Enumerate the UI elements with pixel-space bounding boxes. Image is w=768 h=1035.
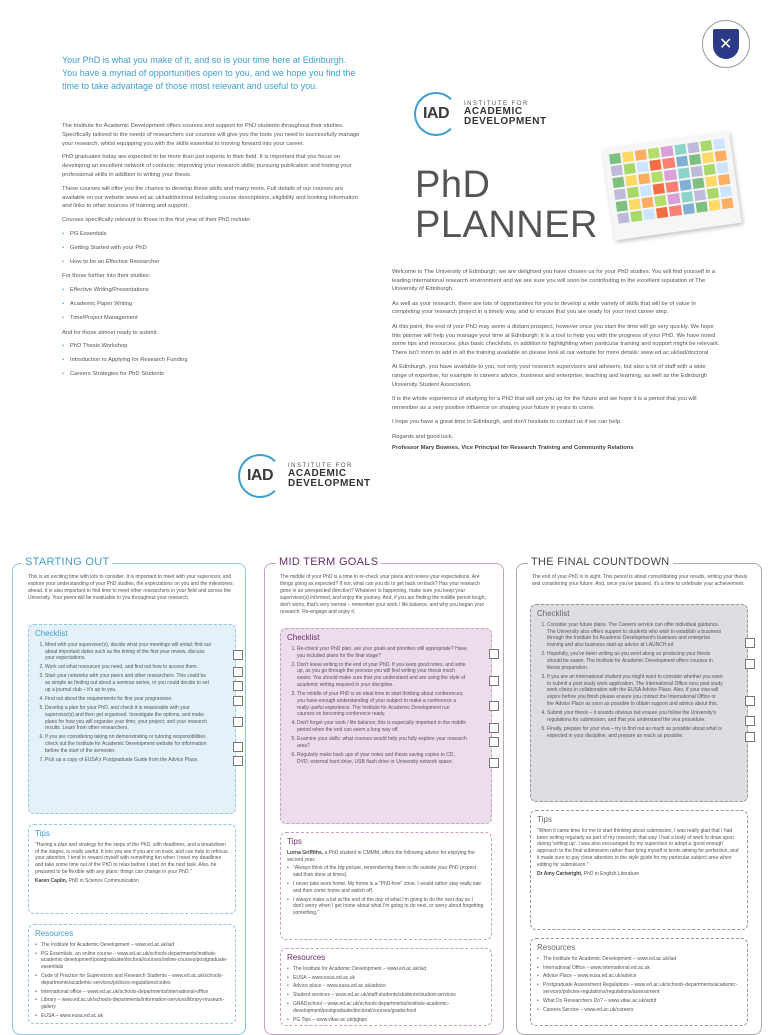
planner-cell	[614, 189, 626, 200]
welcome-paragraph: Regards and good luck,	[392, 433, 454, 440]
tips-author-role: PhD in Science Communication	[68, 877, 139, 884]
tips-title: Tips	[35, 829, 50, 838]
planner-cell	[681, 191, 693, 202]
tips-author: Lorna Griffiths,	[287, 849, 324, 856]
tips-author-role: PhD in English Literature	[583, 870, 640, 877]
planner-cell	[713, 138, 725, 149]
checkbox[interactable]	[233, 650, 243, 660]
resource-link[interactable]: • International Office – www.international.ed.ac.uk	[537, 965, 741, 972]
checklist-item: 2. Hopefully, you've been writing as you went along so producing your thesis should be easier. The Institute for Academic Development offers courses in thesis preparation.	[547, 651, 741, 671]
planner-cell	[629, 199, 641, 210]
checklist-item: 3. Start your networks with your peers and other researchers. This could be as simple as finding out about a seminar series, or you could decide to set up a journal club – it's up to you.	[45, 673, 229, 693]
course-item: • Time/Project Management	[62, 314, 362, 323]
checkbox[interactable]	[233, 717, 243, 727]
resource-link[interactable]: • Postgraduate Assessment Regulations – www.ed.ac.uk/schools-departments/academic-services/policies-regulations/regulations/assessment	[537, 982, 741, 996]
first-year-courses	[62, 230, 362, 266]
starting-out-title: STARTING OUT	[22, 556, 112, 568]
tip-item: • I always make a list at the end of the day of what I'm going to do the next day so I don't worry when I get home about what I'm going to do next, or worry about forgetting something."	[287, 897, 485, 917]
resource-link[interactable]: • What Do Researchers Do? – www.vitae.ac.uk/wdrd	[537, 998, 741, 1005]
resource-link[interactable]: • EUSA – www.eusa.ed.ac.uk	[287, 975, 485, 982]
planner-cell	[674, 144, 686, 155]
checklist-title: Checklist	[287, 633, 320, 642]
checkbox[interactable]	[489, 723, 499, 733]
planner-cell	[635, 149, 647, 160]
welcome-paragraph: It is the whole experience of studying for a PhD that will set you up for the future and we hope it is a period that you will remember as a very positive influence on shaping your future in years to come.	[392, 396, 697, 411]
tips-author: Dr Amy Cartwright,	[537, 870, 583, 877]
planner-cell	[655, 195, 667, 206]
planner-cell	[622, 151, 634, 162]
planner-cell	[705, 176, 717, 187]
planner-cell	[612, 177, 624, 188]
planner-cell	[637, 161, 649, 172]
planner-cell	[692, 178, 704, 189]
planner-cell	[661, 146, 673, 157]
checkbox[interactable]	[233, 681, 243, 691]
left-column	[62, 122, 362, 385]
planner-cell	[679, 179, 691, 190]
final-countdown-resources	[530, 938, 748, 1026]
planner-cell	[643, 209, 655, 220]
planner-cell	[656, 207, 668, 218]
resource-link[interactable]: • EUSA – www.eusa.ed.ac.uk	[35, 1013, 229, 1020]
checkbox[interactable]	[233, 696, 243, 706]
left-paragraph: PhD graduates today are expected to be more than just experts in their field. It is important that you focus on developing an excellent network of contacts; improving your research skills; pursuing publication and honing your professional skills in addition to writing your thesis.	[62, 154, 352, 178]
welcome-paragraph: Welcome to The University of Edinburgh; we are delighted you have chosen us for your PhD studies. You will find yourself in a leading international research environment and we are sure you will soon be contributing to the excellent reputation of The University of Edinburgh.	[392, 269, 715, 293]
checklist-item: 1. Consider your future plans. The Careers service can offer individual guidance. The University also offers support to students who wish to establish a business through the Institute for Academic Development's business and enterprise training and also business start-up advice at LAUNCH.ed	[547, 622, 741, 649]
checklist-item: 4. Find out about the requirements for first year progression.	[45, 696, 229, 703]
planner-cell	[703, 164, 715, 175]
checkbox[interactable]	[489, 701, 499, 711]
resource-link[interactable]: • Library – www.ed.ac.uk/schools-departments/information-services/library-museum-gallery	[35, 997, 229, 1011]
planner-cell	[625, 175, 637, 186]
checklist-item: 1. Re-check your PhD plan, are your goals and priorities still appropriate? Have you included plans for the final stage?	[297, 646, 485, 660]
planner-thumbnail-image	[602, 132, 742, 241]
planner-cell	[624, 163, 636, 174]
welcome-paragraph: At this point, the end of your PhD may seem a distant prospect, however once you start the time will go very quickly. We hope this planner will help you manage your time at Edinburgh; it is a tool to help you with the progress of your PhD. We have noted some tips and resources, plus basic checklists, in addition to highlighting when particular training and support might be relevant. There isn't room to add in all the training available so please look at our website for more details: www.ed.ac.uk/iad/doctoral	[392, 323, 720, 356]
checkbox[interactable]	[489, 676, 499, 686]
checklist-item: 2. Don't leave writing to the end of your PhD. If you keep good notes, and write up, as you go through the process you will find writing your thesis much easier. You should make sure that you understand and are using the style of academic writing required in your discipline.	[297, 662, 485, 689]
left-paragraph: The Institute for Academic Development offers courses and support for PhD students throughout their studies. Specifically tailored to the needs of researchers our courses will give you the tools you need to successfully manage your research, whilst equipping you with the skills essential to moving forward into your career.	[62, 123, 360, 147]
resource-link[interactable]: • Careers Service – www.ed.ac.uk/careers	[537, 1007, 741, 1014]
further-courses	[62, 286, 362, 322]
planner-cell	[694, 190, 706, 201]
checkbox[interactable]	[745, 638, 755, 648]
checkbox[interactable]	[489, 737, 499, 747]
planner-cell	[690, 166, 702, 177]
mid-term-title: MID TERM GOALS	[276, 556, 381, 568]
title-line1: PhD	[415, 164, 491, 206]
checklist-title: Checklist	[35, 629, 68, 638]
intro-text: Your PhD is what you make of it, and so is your time here at Edinburgh. You have a myriad of opportunities open to you, and we hope you find the time to take advantage of those most relevant and useful to you.	[62, 55, 356, 91]
iad-logo-top	[414, 92, 547, 136]
planner-cell	[642, 197, 654, 208]
resource-link[interactable]: • The Institute for Academic Development – www.ed.ac.uk/iad	[537, 956, 741, 963]
resources-title: Resources	[287, 953, 326, 962]
planner-cell	[700, 140, 712, 151]
checkbox[interactable]	[745, 659, 755, 669]
planner-cell	[721, 198, 733, 209]
checklist-item: 5. Examine your skills: what courses would help you fully explore your research area?	[297, 736, 485, 750]
course-item: • Getting Started with your PhD	[62, 244, 362, 253]
course-item: • How to be an Effective Researcher	[62, 258, 362, 267]
checklist-item: 5. Finally, prepare for your viva – try to find out as much as possible about what is expected in your discipline, and prepare as much as possible.	[547, 726, 741, 740]
checklist-item: 6. If you are considering taking on demonstrating or tutoring responsibilities check out the Institute for Academic Development website for information before the start of the semester.	[45, 734, 229, 754]
page-title	[415, 165, 598, 245]
iad-line2: ACADEMIC	[464, 106, 523, 117]
left-paragraph: These courses will offer you the chance to develop these skills and many more. Full details of our courses are available on our website www.ed.ac.uk/iad/doctoral including course descriptions, eligibility and booking information and links to other sources of training and support.	[62, 185, 358, 210]
starting-out-intro: This is an exciting time with lots to consider. It is important to meet with your supervisor, and explore your understanding of your PhD studies, the expectations on you and the milestones ahead. It is also important to find time to meet other researchers in your field and across the University. Your peers will be invaluable to you throughout your research.	[28, 574, 233, 601]
planner-cell	[695, 201, 707, 212]
checklist-item: 3. The middle of your PhD is an ideal time to start thinking about conferences; you have enough understanding of your subject to make a conference a really useful experience. The Institute for Academic Development run courses on becoming conference ready.	[297, 691, 485, 718]
tip-item: • "Always think of the big picture, remembering there is life outside your PhD (expect said than done at times).	[287, 865, 485, 879]
checklist-item: 5. Develop a plan for your PhD, and check it is reasonable with your supervisor(s) and then get organised. Investigate the options, and make plans for how you will organise your time; your project; and your research results. Learn from other researchers.	[45, 705, 229, 732]
final-countdown-intro: The end of your PhD is in sight. This period is about consolidating your results, writing your thesis and considering your future. And, once you've passed, it's a time to celebrate your achievement.	[532, 574, 748, 587]
tips-intro: a PhD student in CMMM, offers the following advice for enjoying the second year:	[287, 849, 475, 863]
resource-link[interactable]: • Advice place – www.eusa.ed.ac.uk/advice	[287, 983, 485, 990]
planner-cell	[651, 171, 663, 182]
course-item: • PhD Thesis Workshop	[62, 342, 362, 351]
resource-link[interactable]: • Code of Practice for Supervisors and Research Students – www.ed.ac.uk/schools-departments/academic-services/policies-regulations/codes	[35, 973, 229, 987]
checkbox[interactable]	[745, 716, 755, 726]
iad-line3: DEVELOPMENT	[288, 478, 371, 489]
checklist-item: 7. Pick up a copy of EUSA's Postgraduate Guide from the Advice Place.	[45, 757, 229, 764]
tips-quote: "Having a plan and strategy for the steps of the PhD, with deadlines, and a breakdown of the stages, is really useful. It lets you see if you are on track, and can help to refocus your attention. I tend to reward myself with something fun when I meet my deadlines and take some time out of the PhD to relax before I start on the next task. Also, be prepared to be flexible with any plans; things can change in your PhD."	[35, 841, 228, 875]
iad-line1: INSTITUTE FOR	[288, 463, 353, 469]
welcome-paragraph: I hope you have a great time in Edinburgh, and don't hesitate to contact us if we can help.	[392, 419, 622, 426]
planner-cell	[708, 200, 720, 211]
planner-cell	[664, 169, 676, 180]
course-item: • Academic Paper Writing	[62, 300, 362, 309]
course-item: • PG Essentials	[62, 230, 362, 239]
iad-line1: INSTITUTE FOR	[464, 101, 529, 107]
planner-cell	[653, 183, 665, 194]
planner-cell	[616, 200, 628, 211]
resource-link[interactable]: • GRADschool – www.ed.ac.uk/schools-departments/institute-academic-development/postgraduate/doctoral/courses/gradschool	[287, 1001, 485, 1015]
planner-cell	[677, 168, 689, 179]
planner-cell	[617, 212, 629, 223]
planner-cell	[716, 162, 728, 173]
planner-cell	[640, 185, 652, 196]
iad-logo-bottom	[238, 454, 371, 498]
submit-intro: And for those almost ready to submit:	[62, 329, 159, 336]
welcome-letter	[392, 268, 722, 458]
resources-title: Resources	[35, 929, 74, 938]
welcome-paragraph: As well as your research, there are lots of opportunities for you to develop a wide variety of skills that will be of value in completing your research project in a timely way, and to ensure that you are ready for your next career step.	[392, 300, 696, 316]
course-item: • Careers Strategies for PhD Students	[62, 370, 362, 379]
planner-cell	[689, 154, 701, 165]
course-item: • Effective Writing/Presentations	[62, 286, 362, 295]
planner-cell	[648, 147, 660, 158]
tips-title: Tips	[287, 837, 302, 846]
tips-author: Karen Caplin,	[35, 877, 68, 884]
checkbox[interactable]	[233, 756, 243, 766]
course-item: • Introduction to Applying for Research Funding	[62, 356, 362, 365]
planner-cell	[718, 174, 730, 185]
checklist-item: 4. Submit your thesis – it sounds obvious but ensure you follow the University's regulations for submission, and that you understand the viva procedure.	[547, 710, 741, 724]
planner-cell	[666, 181, 678, 192]
title-line2: PLANNER	[415, 204, 598, 246]
planner-cell	[687, 142, 699, 153]
tips-title: Tips	[537, 815, 552, 824]
university-crest-logo	[702, 20, 750, 68]
planner-cell	[668, 193, 680, 204]
checklist-title: Checklist	[537, 609, 570, 618]
planner-cell	[707, 188, 719, 199]
resource-link[interactable]: • The Institute for Academic Development – www.ed.ac.uk/iad	[287, 966, 485, 973]
checklist-item: 6. Regularly make back ups of your notes and thesis saving copies to CD, DVD, external hard drive, USB flash drive or University network space.	[297, 752, 485, 766]
planner-cell	[650, 159, 662, 170]
checklist-item: 2. Work out what resources you need, and find out how to access them.	[45, 664, 229, 671]
welcome-paragraph: At Edinburgh, you have available to you, not only your research supervisors and advisers, but also a lot of staff with a wide range of expertise, for example in careers advice, business and enterprise, teaching and learning, as well as the Edinburgh University Student Association.	[392, 364, 708, 388]
iad-line2: ACADEMIC	[288, 468, 347, 479]
mid-term-resources	[280, 948, 492, 1026]
tip-item: • I never take work home. My home is a "PhD-free" zone. I would rather stay really late and then come home and switch off.	[287, 881, 485, 895]
starting-out-checklist	[28, 624, 236, 814]
resource-link[interactable]: • PG Essentials, an online course – www.ed.ac.uk/schools-departments/institute-academic-development/postgraduate/doctoral/courses/online-courses/postgraduate-essentials	[35, 951, 229, 971]
mid-term-intro: The middle of your PhD is a time to re-check your plans and review your expectations. Are things going as expected? If not, what can you do to get back on track? Has your research gone in an unexpected direction? Whatever is happening, make sure you keep your supervisor(s) informed, and enjoy the journey. And, if you are finding the middle period tough, don't worry, that's very normal – remember your work / life balance, and why you began your research. Re-engage and enjoy it.	[280, 574, 486, 615]
resource-link[interactable]: • International office – www.ed.ac.uk/schools-departments/international-office	[35, 989, 229, 996]
resource-link[interactable]: • Student services – www.ed.ac.uk/staff-students/students/student-services	[287, 992, 485, 999]
planner-cell	[611, 165, 623, 176]
crest-shield-icon	[713, 29, 739, 59]
left-paragraph: Courses specifically relevant to those in the first year of their PhD include:	[62, 217, 252, 224]
submit-courses	[62, 342, 362, 378]
planner-cell	[715, 150, 727, 161]
planner-cell	[682, 203, 694, 214]
iad-line3: DEVELOPMENT	[464, 116, 547, 127]
signature: Professor Mary Bownes, Vice Principal for Research Training and Community Relations	[392, 444, 634, 451]
final-countdown-title: THE FINAL COUNTDOWN	[528, 556, 673, 568]
planner-cell	[609, 153, 621, 164]
mid-term-checklist	[280, 628, 492, 824]
checkbox[interactable]	[489, 758, 499, 768]
final-countdown-tips	[530, 810, 748, 930]
checklist-item: 1. Meet with your supervisor(s), decide what your meetings will entail; find out about important dates such as the timing of the first year review, discuss your expectations.	[45, 642, 229, 662]
starting-out-tips	[28, 824, 236, 914]
planner-cell	[627, 187, 639, 198]
planner-cell	[638, 173, 650, 184]
checkbox[interactable]	[489, 649, 499, 659]
planner-cell	[630, 211, 642, 222]
starting-out-resources	[28, 924, 236, 1024]
further-intro: For those further into their studies:	[62, 273, 151, 280]
planner-cell	[720, 186, 732, 197]
iad-circle-icon: IAD	[238, 454, 282, 498]
checkbox[interactable]	[745, 696, 755, 706]
resource-link[interactable]: • PG Tips – www.vitae.ac.uk/pgtips	[287, 1017, 485, 1024]
resources-title: Resources	[537, 943, 576, 952]
planner-cell	[669, 205, 681, 216]
resource-link[interactable]: • Advice Place – www.eusa.ed.ac.uk/advice	[537, 973, 741, 980]
tips-quote: "When it came time for me to start thinking about submission, I was really glad that I had been writing regularly as part of my research; that way I had a body of work to draw upon during 'writing up'. I was also encouraged by my supervisor to adopt a 'good enough' approach to the final submission rather than tying myself in knots aiming for perfection, and it made sure to pay close attention to the style guide for my particular subject area when editing for submission."	[537, 827, 739, 868]
planner-cell	[676, 156, 688, 167]
planner-cell	[702, 152, 714, 163]
checkbox[interactable]	[233, 742, 243, 752]
checklist-item: 4. Don't forget your work / life balance; this is especially important in the middle period when the end can seem a long way off.	[297, 720, 485, 734]
mid-term-tips	[280, 832, 492, 940]
final-countdown-checklist	[530, 604, 748, 802]
checkbox[interactable]	[233, 667, 243, 677]
checklist-item: 3. If you are an international student you might want to consider whether you want to submit a post study work application. The International Office runs post study work clinics in collaboration with the EUSA Advice Place. Also, if your visa will expire before you finish please ensure you contact the International Office or the Advice Place as soon as possible to obtain support and advice about this.	[547, 674, 741, 708]
checkbox[interactable]	[745, 732, 755, 742]
planner-cell	[663, 158, 675, 169]
iad-circle-icon: IAD	[414, 92, 458, 136]
resource-link[interactable]: • The Institute for Academic Development – www.ed.ac.uk/iad	[35, 942, 229, 949]
